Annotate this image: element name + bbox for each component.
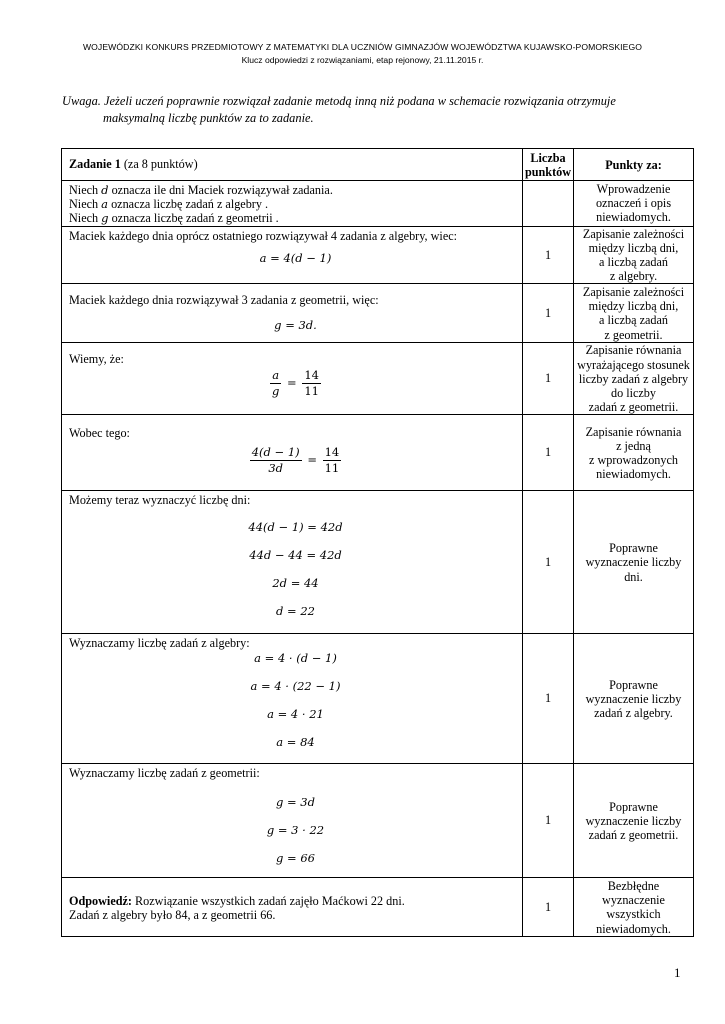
equation: a = 84 <box>276 735 315 750</box>
equation: a = 4 · (22 − 1) <box>250 678 341 693</box>
equation: g = 3d. <box>274 317 317 332</box>
header-subtitle: Klucz odpowiedzi z rozwiązaniami, etap rejonowy, 21.11.2015 r. <box>241 55 484 65</box>
solution-cell: Maciek każdego dnia oprócz ostatniego rozwiązywał 4 zadania z algebry, wiec: a = 4(d − 1) <box>62 226 523 284</box>
note-line-1: Uwaga. Jeżeli uczeń poprawnie rozwiązał zadanie metodą inną niż podana w schemacie rozwiązania otrzymuje <box>62 94 616 108</box>
solution-cell: Maciek każdego dnia rozwiązywał 3 zadania z geometrii, więc: g = 3d. <box>62 284 523 343</box>
equation: 44(d − 1) = 42d <box>248 519 343 534</box>
solution-cell: Wyznaczamy liczbę zadań z geometrii: g = 3d g = 3 · 22 g = 66 <box>62 764 523 878</box>
equation: d = 22 <box>276 604 315 619</box>
points-cell: 1 <box>523 764 574 878</box>
criteria-cell: Poprawne wyznaczenie liczby zadań z geometrii. <box>574 764 694 878</box>
points-cell: 1 <box>523 491 574 634</box>
criteria-cell: Zapisanie równania z jedną z wprowadzonych niewiadomych. <box>574 415 694 491</box>
criteria-column-header: Punkty za: <box>574 149 694 181</box>
criteria-cell: Bezbłędne wyznaczenie wszystkich niewiadomych. <box>574 878 694 937</box>
fraction-equation: $\frac{4(d - 1)}{3d}$ = $\frac{14}{11}$ <box>251 444 340 475</box>
criteria-cell: Poprawne wyznaczenie liczby zadań z algebry. <box>574 634 694 764</box>
task-points-note: (za 8 punktów) <box>120 157 198 171</box>
equation: g = 3d <box>276 794 315 809</box>
points-cell: 1 <box>523 343 574 415</box>
solution-cell: Wyznaczamy liczbę zadań z algebry: a = 4 · (d − 1) a = 4 · (22 − 1) a = 4 · 21 a = 84 <box>62 634 523 764</box>
answer-label: Odpowiedź: <box>69 894 132 909</box>
equation: a = 4(d − 1) <box>259 250 332 265</box>
table-row <box>62 181 694 227</box>
equation: g = 3 · 22 <box>266 822 325 837</box>
equation: g = 66 <box>276 851 315 866</box>
equation: 44d − 44 = 42d <box>249 547 342 562</box>
equation: 2d = 44 <box>272 576 319 591</box>
table-row <box>62 878 694 937</box>
points-column-header: Liczba punktów <box>523 149 574 181</box>
criteria-cell: Wprowadzenie oznaczeń i opis niewiadomych. <box>574 181 694 227</box>
task-header <box>62 149 523 181</box>
note <box>62 93 702 127</box>
page-number: 1 <box>674 965 681 980</box>
fraction-equation: $\frac{a}{g}$ = $\frac{14}{11}$ <box>272 367 319 398</box>
solution-cell: Wiemy, że: $\frac{a}{g}$ = $\frac{14}{11}$ <box>62 343 523 415</box>
points-cell <box>523 181 574 227</box>
table-header-row <box>62 149 694 181</box>
solution-cell: Niech d oznacza ile dni Maciek rozwiązywał zadania. Niech a oznacza liczbę zadań z algebry . Niech g oznacza liczbę zadań z geometrii . <box>62 181 523 227</box>
header-title: WOJEWÓDZKI KONKURS PRZEDMIOTOWY Z MATEMATYKI DLA UCZNIÓW GIMNAZJÓW WOJEWÓDZTWA KUJAWSKO-POMORSKIEGO <box>82 42 643 52</box>
criteria-cell: Zapisanie zależności między liczbą dni, a liczbą zadań z algebry. <box>574 226 694 284</box>
task-title: Zadanie 1 <box>69 157 121 171</box>
answer-cell: Odpowiedź: Rozwiązanie wszystkich zadań zajęło Maćkowi 22 dni. Zadań z algebry było 84, a z geometrii 66. <box>62 878 523 937</box>
equation: a = 4 · (d − 1) <box>254 650 337 665</box>
points-cell: 1 <box>523 226 574 284</box>
note-line-2: maksymalną liczbę punktów za to zadanie. <box>103 111 314 125</box>
table-row <box>62 415 694 491</box>
equation: a = 4 · 21 <box>267 707 324 722</box>
solution-cell: Wobec tego: $\frac{4(d - 1)}{3d}$ = $\frac{14}{11}$ <box>62 415 523 491</box>
table-row <box>62 343 694 415</box>
criteria-cell: Zapisanie zależności między liczbą dni, a liczbą zadań z geometrii. <box>574 284 694 343</box>
points-cell: 1 <box>523 284 574 343</box>
answer-key-table <box>61 148 694 937</box>
points-cell: 1 <box>523 634 574 764</box>
table-row <box>62 491 694 634</box>
solution-cell: Możemy teraz wyznaczyć liczbę dni: 44(d − 1) = 42d 44d − 44 = 42d 2d = 44 d = 22 <box>62 491 523 634</box>
criteria-cell: Poprawne wyznaczenie liczby dni. <box>574 491 694 634</box>
table-row <box>62 284 694 343</box>
points-cell: 1 <box>523 415 574 491</box>
criteria-cell: Zapisanie równania wyrażającego stosunek liczby zadań z algebry do liczby zadań z geometrii. <box>574 343 694 415</box>
table-row <box>62 764 694 878</box>
table-row <box>62 634 694 764</box>
points-cell: 1 <box>523 878 574 937</box>
table-row <box>62 226 694 284</box>
